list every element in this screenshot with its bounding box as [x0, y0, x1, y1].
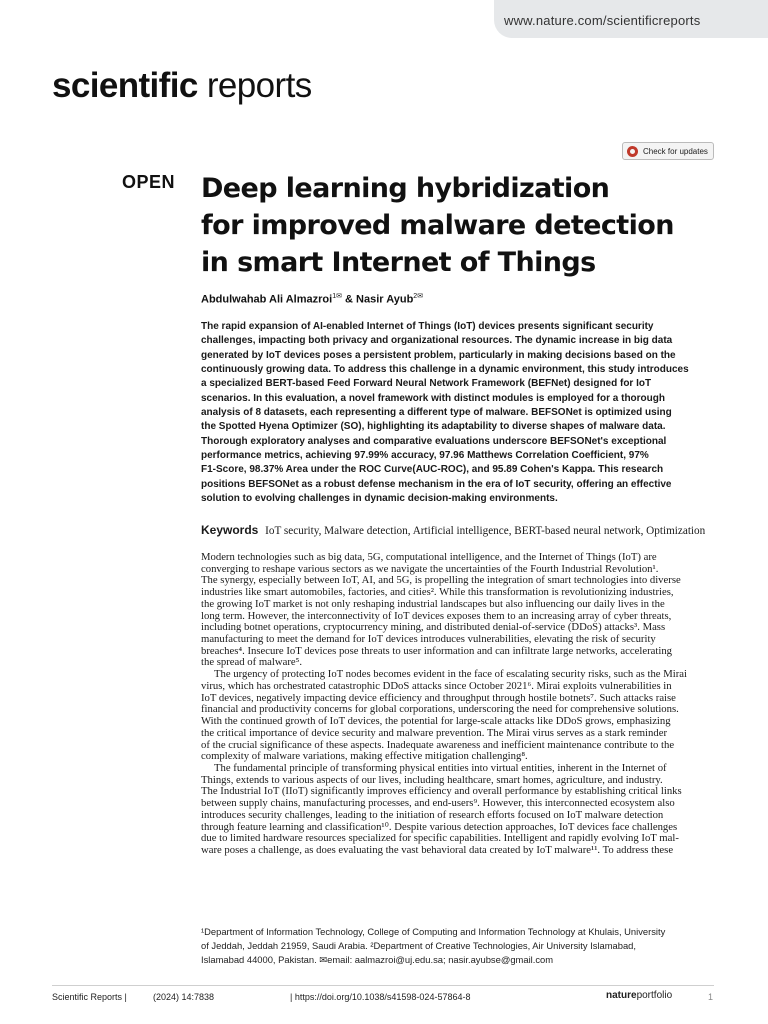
body-line: the spread of malware⁵.: [201, 656, 303, 669]
body-line: due to limited hardware resources specialized for specific capabilities. Intelligent and rapidly evolving IoT mal-: [201, 832, 679, 845]
abstract-line: scenarios. In this evaluation, a novel framework with distinct modules is employed for a thorough: [201, 392, 665, 404]
body-line: complexity of malware variations, making effective mitigation challenging⁸.: [201, 750, 528, 763]
body-line: Things, extends to various aspects of our lives, including healthcare, smart homes, agriculture, and industry.: [201, 773, 663, 786]
abstract-line: solution to evolving challenges in dynamic decision-making environments.: [201, 493, 558, 505]
footnote-line: of Jeddah, Jeddah 21959, Saudi Arabia. ²Department of Creative Technologies, Air University Islamabad,: [201, 940, 636, 951]
publisher-thin: portfolio: [636, 990, 673, 1001]
check-for-updates-button[interactable]: [622, 142, 714, 160]
publisher-bold: nature: [606, 990, 637, 1001]
crossmark-icon: [627, 146, 638, 157]
title-line: in smart Internet of Things: [201, 247, 596, 278]
body-line: virus, which has orchestrated catastrophic DDoS attacks since October 2021⁶. Mirai exploits vulnerabilities in: [201, 679, 672, 692]
body-text: [201, 552, 715, 857]
abstract-line: analysis of 8 datasets, each representing a different type of malware. BEFSONet is optimized using: [201, 407, 672, 419]
footnote-line: Islamabad 44000, Pakistan. ✉email: aalmazroi@uj.edu.sa; nasir.ayubse@gmail.com: [201, 954, 554, 965]
body-line: manufacturing to meet the demand for IoT devices introduces vulnerabilities, elevating the risk of security: [201, 633, 656, 646]
footnote-line: ¹Department of Information Technology, College of Computing and Information Technology at Khulais, University: [201, 926, 666, 937]
publisher-logo: [606, 990, 672, 1001]
open-access-label: OPEN: [122, 172, 176, 192]
abstract-line: performance metrics, achieving 97.99% accuracy, 97.96 Matthews Correlation Coefficient, 97%: [201, 450, 649, 462]
brand-bold: scientific: [52, 66, 198, 105]
body-line: With the continued growth of IoT devices, the potential for large-scale attacks like DDoS grows, emphasizing: [201, 715, 671, 728]
abstract-line: challenges, impacting both privacy and organizational resources. The dynamic increase in big data: [201, 335, 673, 347]
body-line: introduces security challenges, leading to the initiation of research efforts focused on IoT malware detection: [201, 808, 664, 821]
author-separator: &: [341, 293, 357, 306]
body-line: ware poses a challenge, as does evaluating the vast behavioral data created by IoT malware¹¹. To address these: [201, 843, 674, 856]
brand-regular: reports: [197, 66, 312, 105]
journal-logo[interactable]: [52, 66, 312, 106]
abstract-line: positions BEFSONet as a robust defense mechanism in the era of IoT security, offering an effective: [201, 478, 672, 490]
body-line: breaches⁴. Insecure IoT devices pose threats to user information and can infiltrate large networks, accelerating: [201, 644, 673, 657]
journal-url[interactable]: www.nature.com/scientificreports: [504, 13, 701, 28]
body-line: financial and productivity concerns for global corporations, underscoring the need for comprehensive solutions.: [201, 703, 679, 716]
body-line: between supply chains, manufacturing processes, and end-users⁹. However, this interconnected ecosystem also: [201, 797, 675, 810]
abstract-line: The rapid expansion of AI-enabled Internet of Things (IoT) devices presents significant security: [201, 321, 654, 332]
page-number: 1: [708, 992, 714, 1002]
title-line: for improved malware detection: [201, 210, 674, 241]
author-affiliation-mark[interactable]: 1✉: [332, 293, 342, 300]
abstract-line: a specialized BERT-based Feed Forward Neural Network Framework (BEFNet) designed for IoT: [201, 378, 652, 390]
abstract-line: continuously growing data. To address this challenge in a dynamic environment, this study introduces: [201, 364, 689, 376]
body-line: long term. However, the interconnectivity of IoT devices exposes them to an increasing array of cyber threats,: [201, 609, 672, 622]
body-line: through feature learning and classification¹⁰. Despite various detection approaches, IoT devices face challenges: [201, 820, 678, 833]
check-updates-label: Check for updates: [643, 146, 708, 156]
body-line: The synergy, especially between IoT, AI, and 5G, is propelling the integration of smart technologies into diverse: [201, 574, 681, 587]
body-line: The urgency of protecting IoT nodes becomes evident in the face of escalating security risks, such as the Mirai: [214, 668, 687, 681]
body-line: The fundamental principle of transforming physical entities into virtual entities, inherent in the Internet of: [214, 761, 667, 774]
author-name[interactable]: Abdulwahab Ali Almazroi: [201, 293, 333, 306]
author-name[interactable]: Nasir Ayub: [356, 293, 414, 306]
footer-doi-link[interactable]: | https://doi.org/10.1038/s41598-024-57864-8: [290, 992, 471, 1002]
abstract-line: generated by IoT devices poses a persistent problem, particularly in making decisions based on the: [201, 349, 676, 361]
keywords: [201, 523, 721, 537]
author-affiliation-mark[interactable]: 2✉: [413, 293, 424, 300]
footer-volume: (2024) 14:7838: [153, 992, 215, 1002]
body-line: of the crucial significance of these aspects. Inadequate awareness and inefficient maintenance contribute to the: [201, 738, 675, 751]
body-line: IoT devices, negatively impacting device efficiency and throughput through hostile botnets⁷. Such attacks raise: [201, 691, 676, 704]
body-line: industries like smart automobiles, factories, and cities². While this transformation is revolutionizing industries,: [201, 586, 674, 599]
abstract-line: F1-Score, 98.37% Area under the ROC Curve(AUC-ROC), and 95.89 Cohen's Kappa. This research: [201, 464, 664, 476]
keywords-list: IoT security, Malware detection, Artificial intelligence, BERT-based neural network, Optimization: [265, 525, 706, 537]
abstract: [201, 320, 691, 506]
footer-divider: [52, 985, 714, 986]
author-list: [201, 292, 423, 306]
body-line: The Industrial IoT (IIoT) significantly improves efficiency and overall performance by establishing critical links: [201, 785, 682, 798]
abstract-line: Thorough exploratory analyses and comparative evaluations underscore BEFSONet's exceptional: [201, 435, 667, 447]
affiliations-footnote: [201, 925, 715, 967]
footer-journal: Scientific Reports |: [52, 992, 127, 1002]
abstract-line: the Spotted Hyena Optimizer (SO), highlighting its adaptability to diverse shapes of malware data.: [201, 421, 666, 433]
body-line: Modern technologies such as big data, 5G, computational intelligence, and the Internet of Things (IoT) are: [201, 551, 657, 563]
body-line: the growing IoT market is not only reshaping industrial landscapes but also influencing our daily lives in the: [201, 597, 665, 610]
body-line: converging to reshape various sectors as we navigate the uncertainties of the Fourth Industrial Revolution¹.: [201, 562, 659, 575]
keywords-label: Keywords: [201, 523, 259, 537]
body-line: including botnet operations, cryptocurrency mining, and distributed denial-of-service (DDoS) attacks³. Mass: [201, 621, 666, 634]
article-title: [201, 170, 741, 281]
body-line: the critical importance of device security and malware prevention. The Mirai virus serves as a stark reminder: [201, 726, 668, 739]
title-line: Deep learning hybridization: [201, 173, 610, 204]
